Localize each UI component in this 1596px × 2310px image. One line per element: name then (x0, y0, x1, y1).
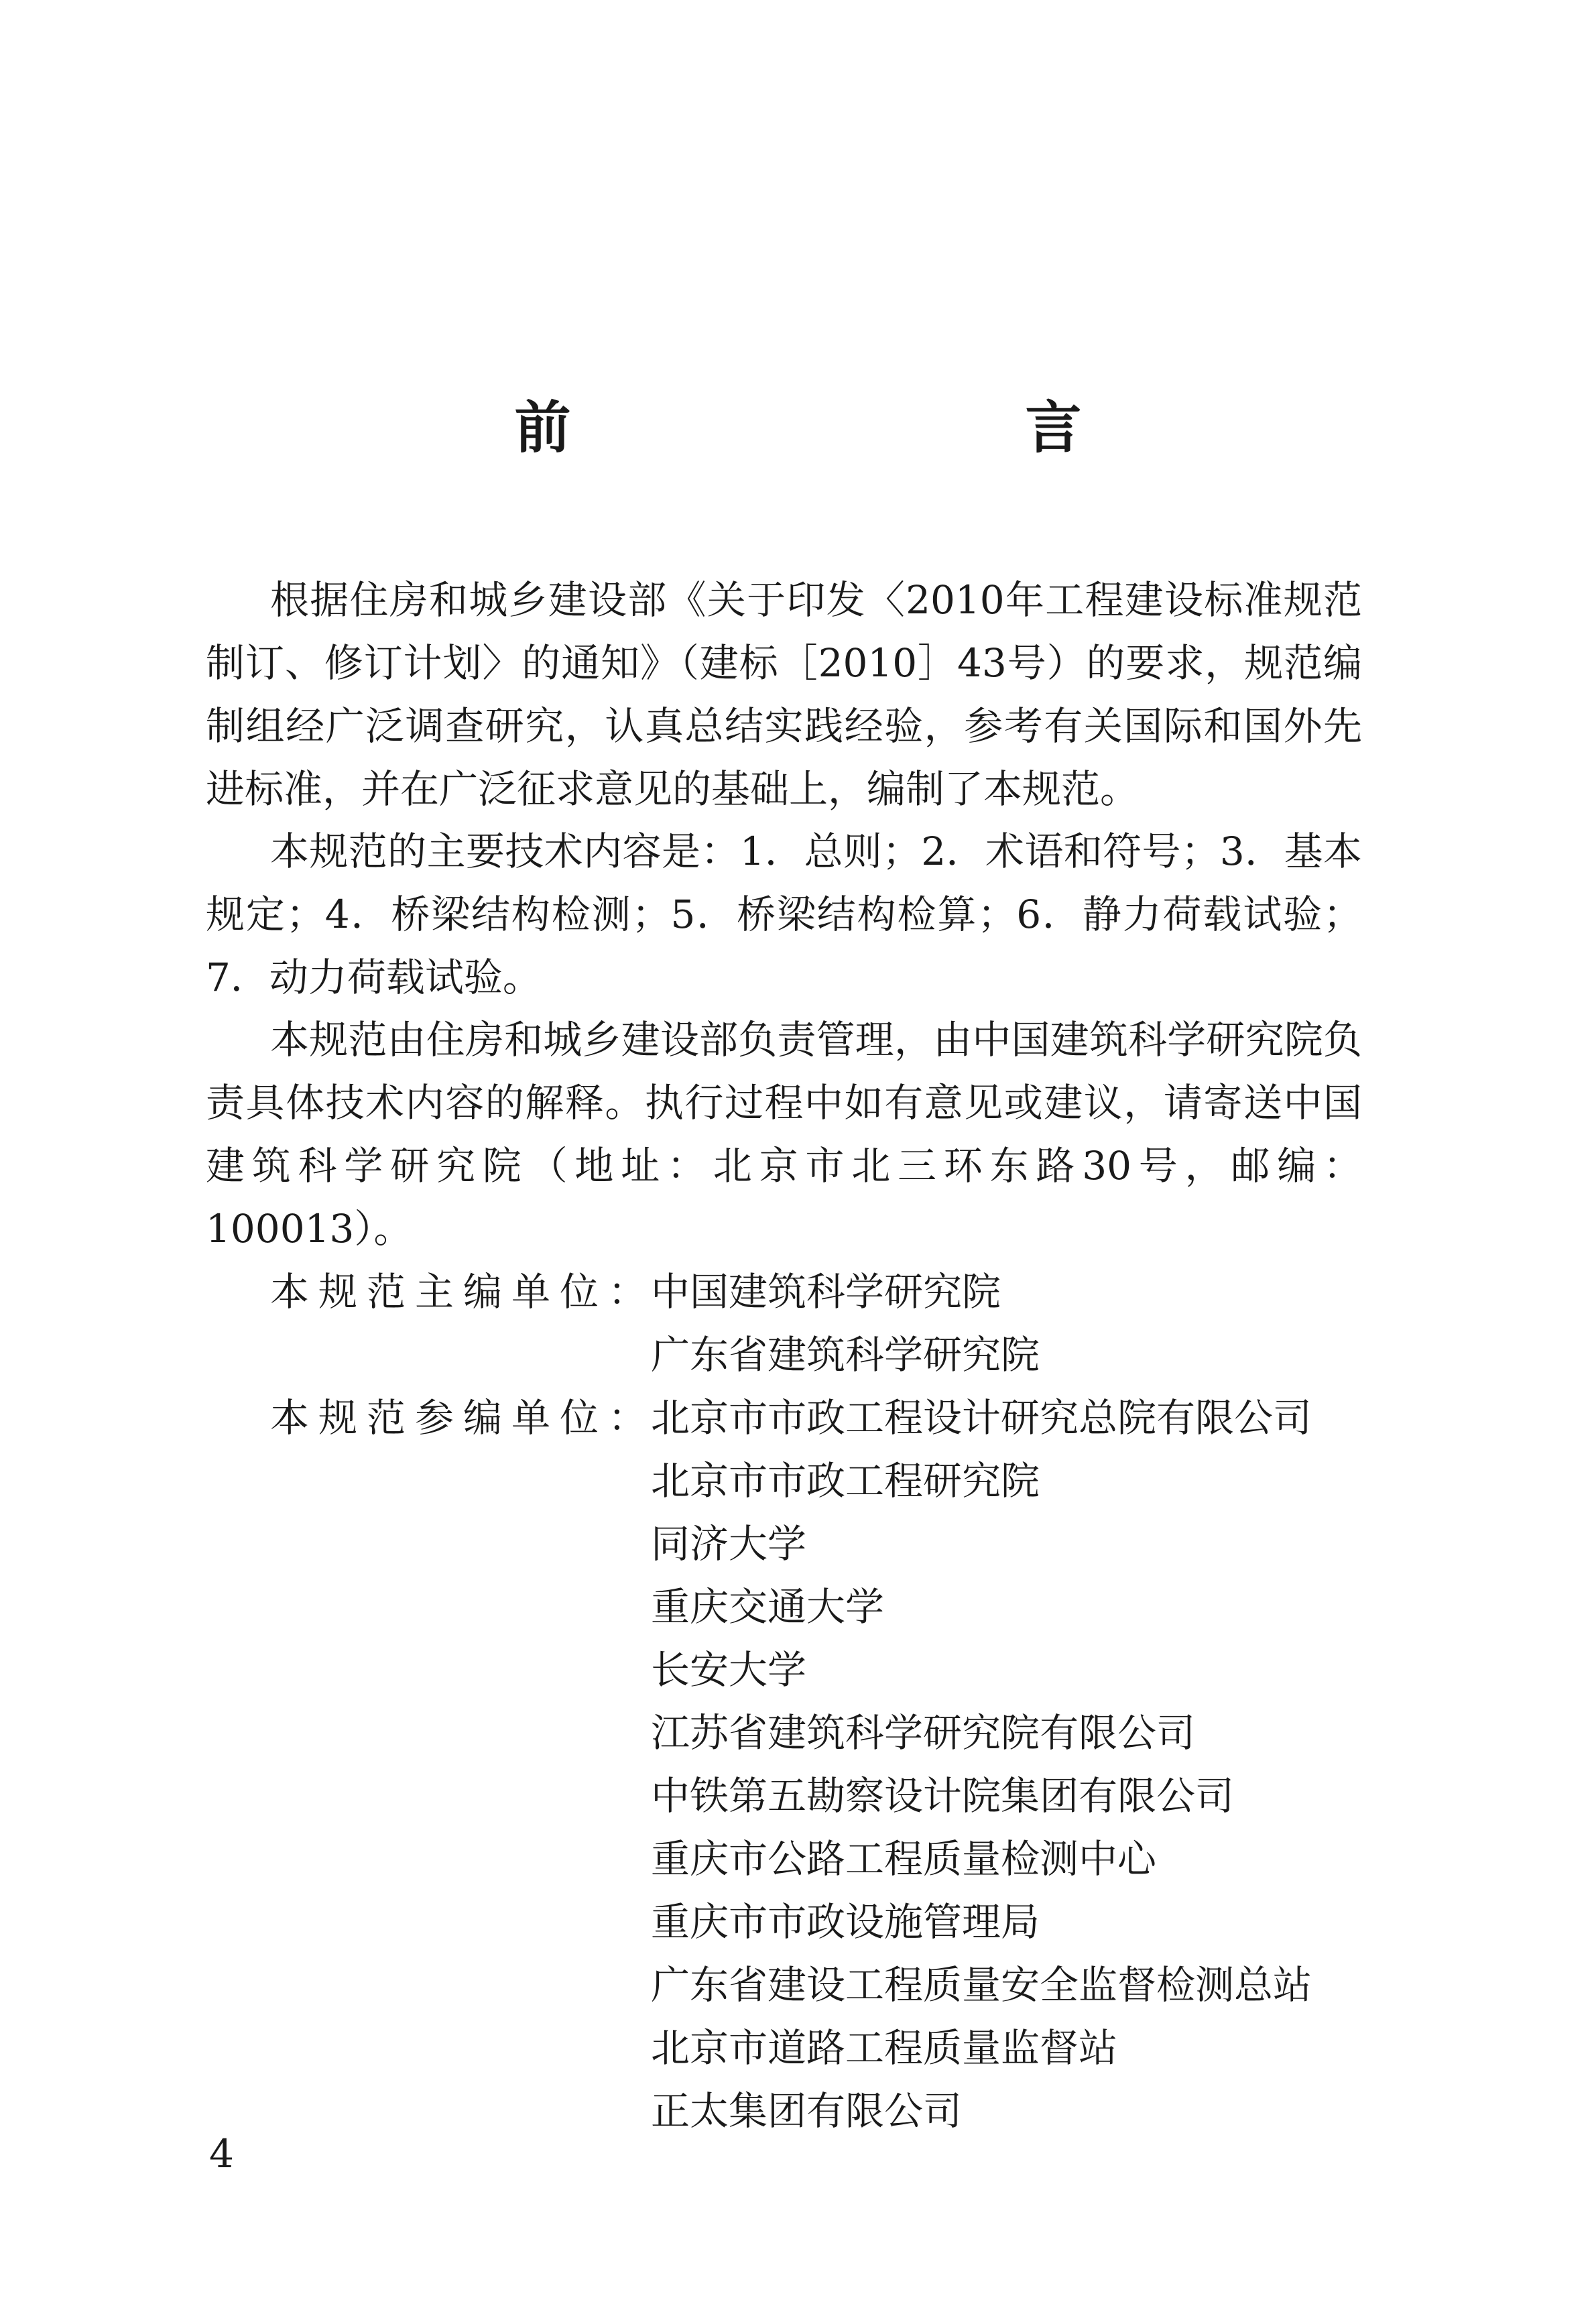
chief-unit-item: 广东省建筑科学研究院 (651, 1332, 1040, 1378)
participating-unit-item: 北京市市政工程研究院 (651, 1458, 1040, 1504)
participating-unit-item: 同济大学 (651, 1521, 807, 1567)
paragraph-basis: 根据住房和城乡建设部《关于印发〈2010年工程建设标准规范制订、修订计划〉的通知》（建标［2010］43号）的要求，规范编制组经广泛调查研究，认真总结实践经验，参考有关国际和国外先进标准，并在广泛征求意见的基础上，编制了本规范。 (206, 577, 1362, 812)
participating-unit-item: 长安大学 (651, 1647, 807, 1693)
page-number: 4 (209, 2131, 234, 2177)
participating-unit-item: 北京市市政工程设计研究总院有限公司 (651, 1395, 1312, 1441)
paragraph-management: 本规范由住房和城乡建设部负责管理，由中国建筑科学研究院负责具体技术内容的解释。执行过程中如有意见或建议，请寄送中国建筑科学研究院（地址：北京市北三环东路30号，邮编：100013）。 (206, 1017, 1362, 1252)
participating-units-section (270, 1386, 1369, 2142)
participating-units-list (651, 1386, 1312, 2142)
chief-units-section (270, 1260, 1369, 1386)
page-title: 前 言 (514, 394, 1196, 461)
chief-unit-item: 中国建筑科学研究院 (651, 1269, 1001, 1315)
participating-unit-item: 江苏省建筑科学研究院有限公司 (651, 1710, 1196, 1756)
participating-unit-item: 北京市道路工程质量监督站 (651, 2025, 1118, 2071)
participating-units-label: 本规范参编单位： (270, 1395, 657, 1441)
participating-unit-item: 正太集团有限公司 (651, 2088, 963, 2134)
participating-unit-item: 重庆市市政设施管理局 (651, 1899, 1040, 1945)
chief-units-label: 本规范主编单位： (270, 1269, 657, 1315)
participating-unit-item: 重庆市公路工程质量检测中心 (651, 1836, 1157, 1882)
participating-unit-item: 广东省建设工程质量安全监督检测总站 (651, 1962, 1312, 2008)
paragraph-contents: 本规范的主要技术内容是：1．总则；2．术语和符号；3．基本规定；4．桥梁结构检测；5．桥梁结构检算；6．静力荷载试验；7．动力荷载试验。 (206, 829, 1362, 1000)
chief-units-list (651, 1260, 1040, 1386)
participating-unit-item: 中铁第五勘察设计院集团有限公司 (651, 1773, 1235, 1819)
participating-unit-item: 重庆交通大学 (651, 1584, 885, 1630)
